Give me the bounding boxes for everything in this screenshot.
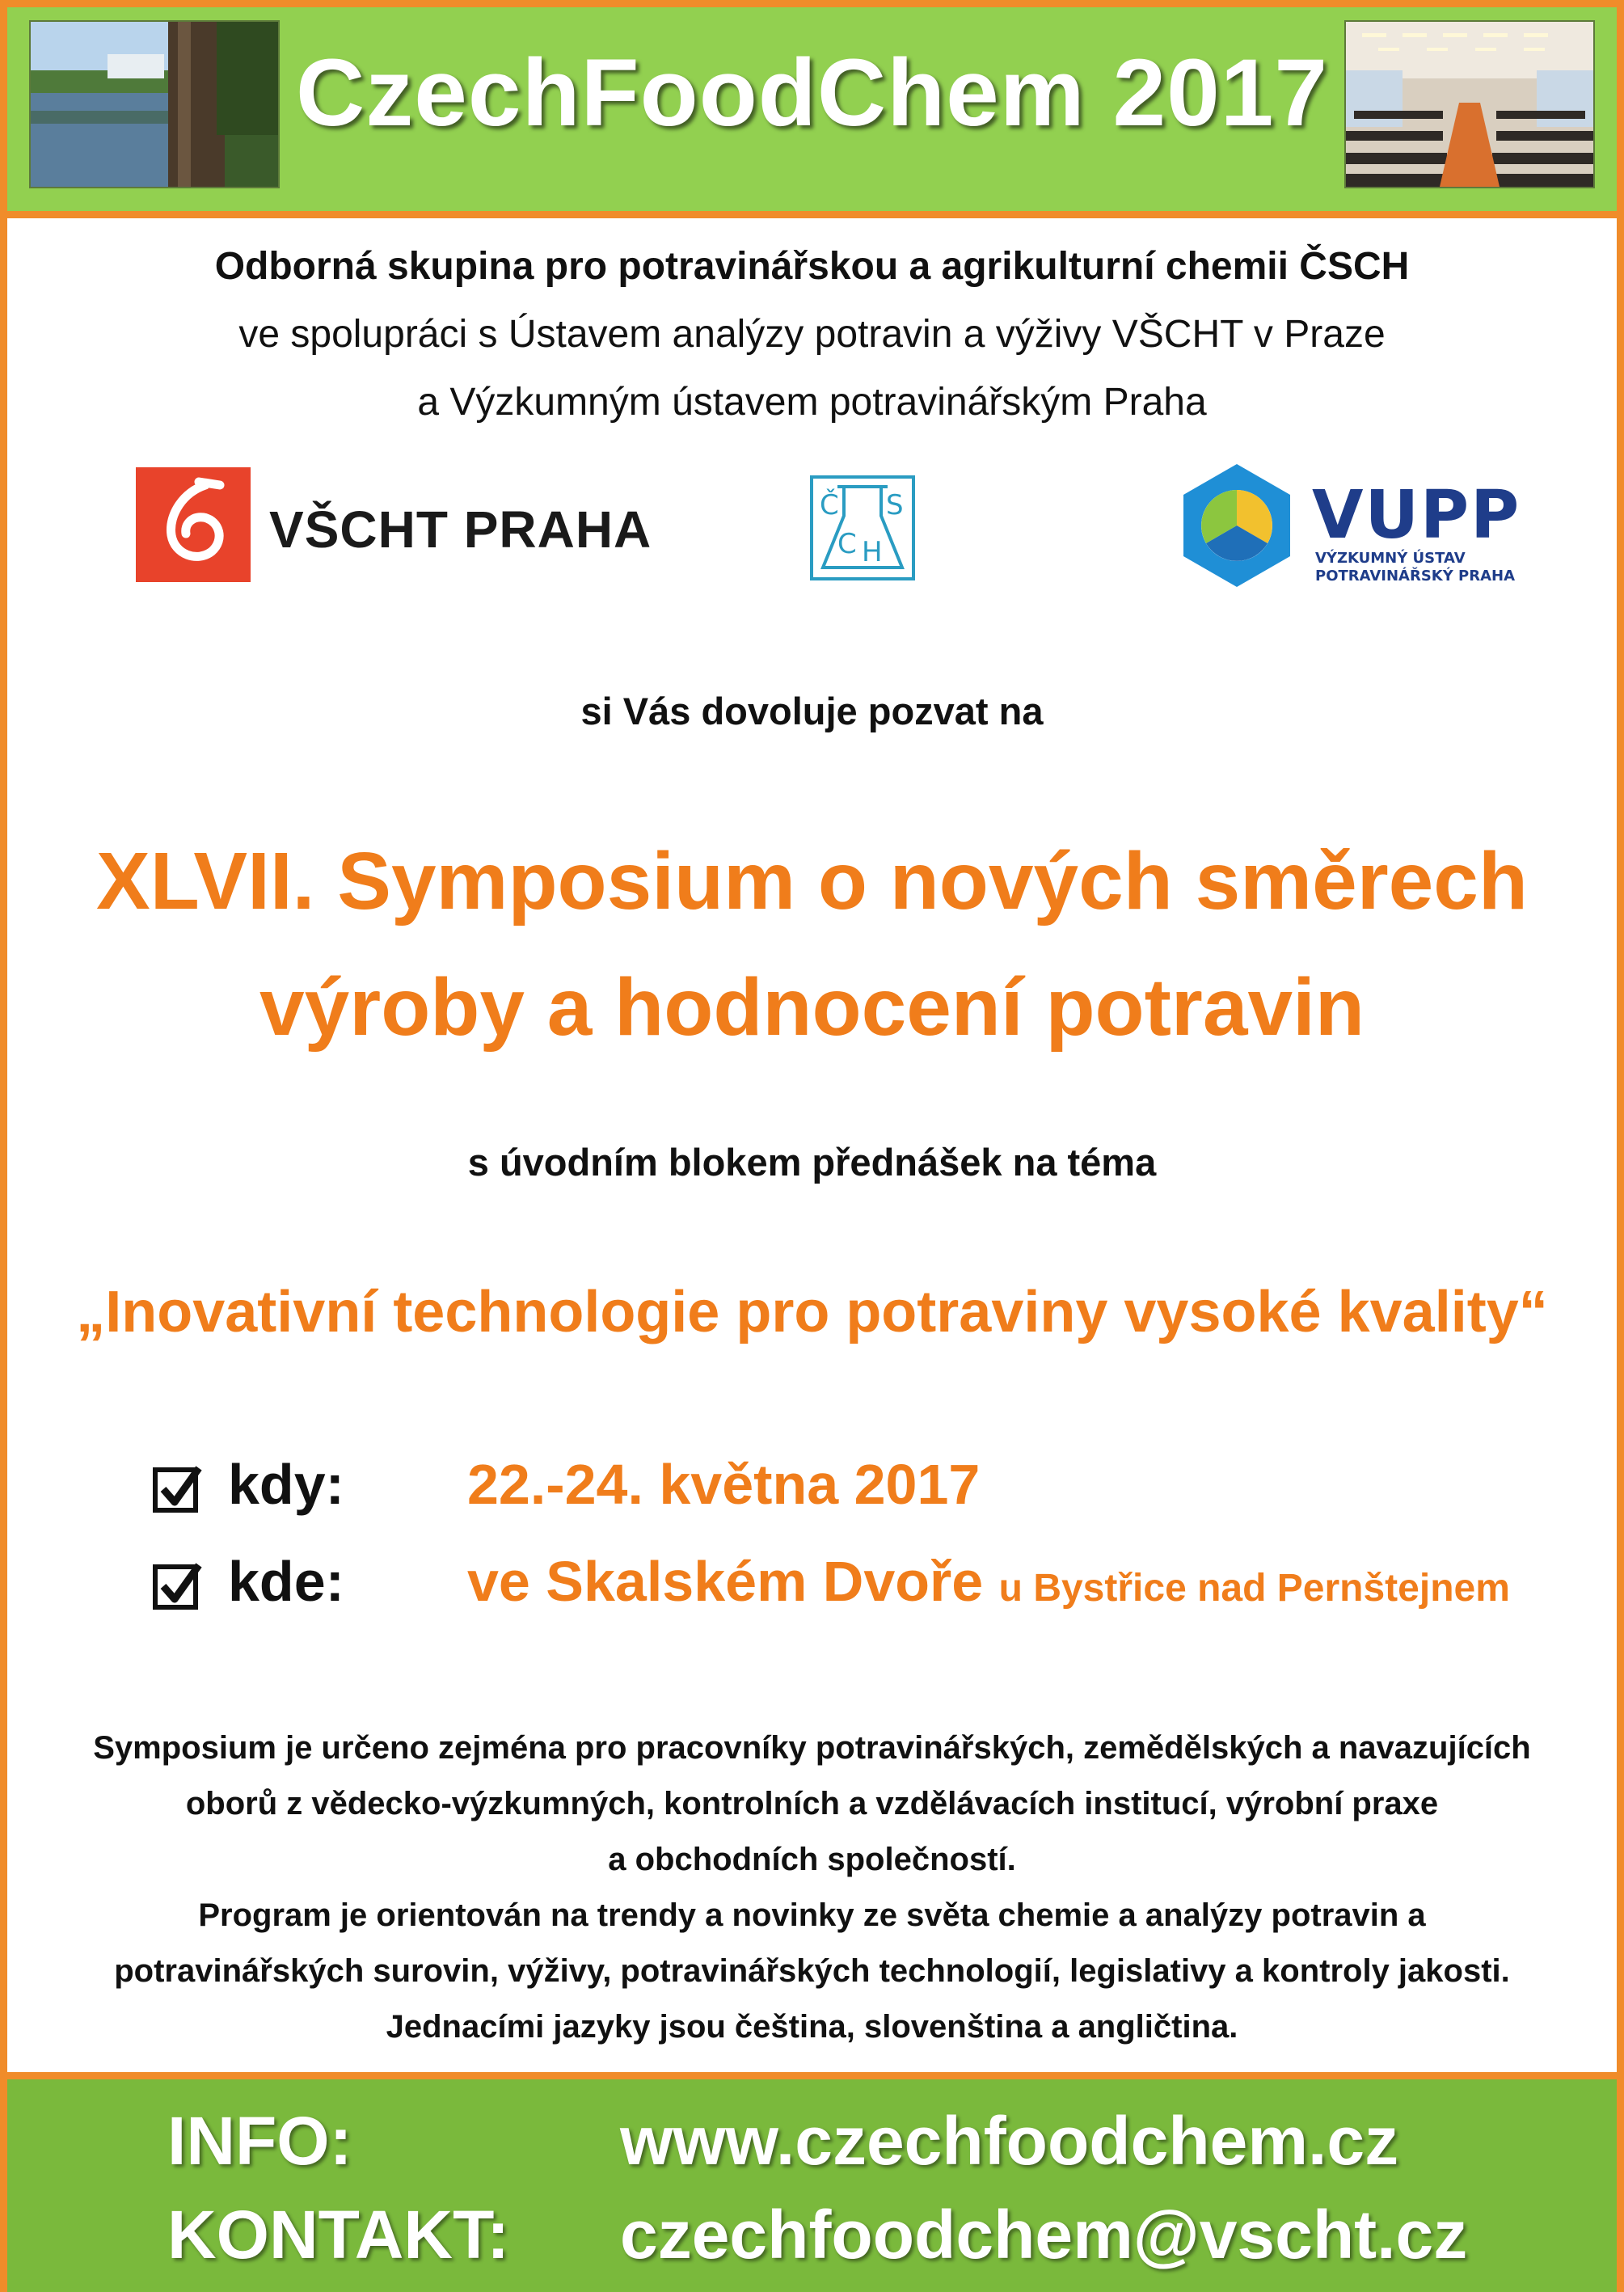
where-label: kde:	[228, 1550, 344, 1613]
logo-row	[0, 461, 1624, 598]
where-extra: u Bystřice nad Pernštejnem	[998, 1567, 1510, 1610]
when-label: kdy:	[228, 1453, 344, 1516]
organizer-line: Odborná skupina pro potravinářskou a agrikulturní chemii ČSCH	[214, 245, 1410, 288]
description-line: oborů z vědecko-výzkumných, kontrolních a vzdělávacích institucí, výrobní praxe	[185, 1786, 1439, 1821]
description-line: Jednacími jazyky jsou čeština, slovenština a angličtina.	[386, 2009, 1238, 2045]
csch-letter-h: H	[862, 536, 883, 568]
where-value: ve Skalském Dvoře	[467, 1550, 984, 1613]
csch-letter-s: S	[886, 489, 904, 521]
description-line: Symposium je určeno zejména pro pracovníky potravinářských, zemědělských a navazujících	[93, 1730, 1531, 1766]
description-block	[0, 1720, 1624, 2055]
checkbox-checked-icon	[152, 1560, 202, 1610]
cooperation-line-2: a Výzkumným ústavem potravinářským Praha	[417, 381, 1207, 424]
cooperation-line: ve spolupráci s Ústavem analýzy potravin a výživy VŠCHT v Praze	[238, 313, 1386, 356]
block-intro-text: s úvodním blokem přednášek na téma	[467, 1141, 1157, 1184]
header-title: CzechFoodChem 2017	[296, 40, 1328, 146]
lecture-hall-photo	[1344, 20, 1595, 188]
symposium-title-line-1: XLVII. Symposium o nových směrech	[96, 836, 1528, 927]
symposium-title-line-2: výroby a hodnocení potravin	[259, 962, 1365, 1053]
info-label: INFO:	[167, 2103, 352, 2179]
contact-email-link[interactable]: czechfoodchem@vscht.cz	[620, 2197, 1468, 2273]
symposium-title	[0, 818, 1624, 1070]
when-value: 22.-24. května 2017	[467, 1453, 981, 1516]
checkbox-checked-icon	[152, 1463, 202, 1513]
description-line: potravinářských surovin, výživy, potravinářských technologií, legislativy a kontroly jakosti.	[114, 1953, 1510, 1989]
csch-letter-c2: C	[837, 528, 857, 560]
vupp-hexagon-icon	[1176, 461, 1297, 590]
info-website-link[interactable]: www.czechfoodchem.cz	[620, 2103, 1399, 2179]
vscht-logo-text: VŠCHT PRAHA	[269, 500, 652, 559]
footer-banner	[7, 2072, 1617, 2292]
vscht-emblem-icon	[136, 467, 251, 582]
invitation-text: si Vás dovoluje pozvat na	[580, 690, 1044, 732]
csch-logo	[810, 475, 915, 580]
contact-label: KONTAKT:	[167, 2197, 510, 2273]
theme-title: „Inovativní technologie pro potraviny vysoké kvality“	[76, 1280, 1548, 1344]
vupp-logo-title: VUPP	[1312, 477, 1521, 554]
csch-letter-c: Č	[820, 489, 839, 521]
vupp-logo-subtitle-1: VÝZKUMNÝ ÚSTAV	[1315, 550, 1466, 567]
organizer-intro	[0, 233, 1624, 437]
description-line: Program je orientován na trendy a novinky ze světa chemie a analýzy potravin a	[198, 1897, 1426, 1933]
description-line: a obchodních společností.	[608, 1842, 1016, 1877]
where-value-group	[467, 1549, 1510, 1614]
vupp-logo-subtitle-2: POTRAVINÁŘSKÝ PRAHA	[1315, 568, 1516, 585]
header-banner	[7, 7, 1617, 218]
